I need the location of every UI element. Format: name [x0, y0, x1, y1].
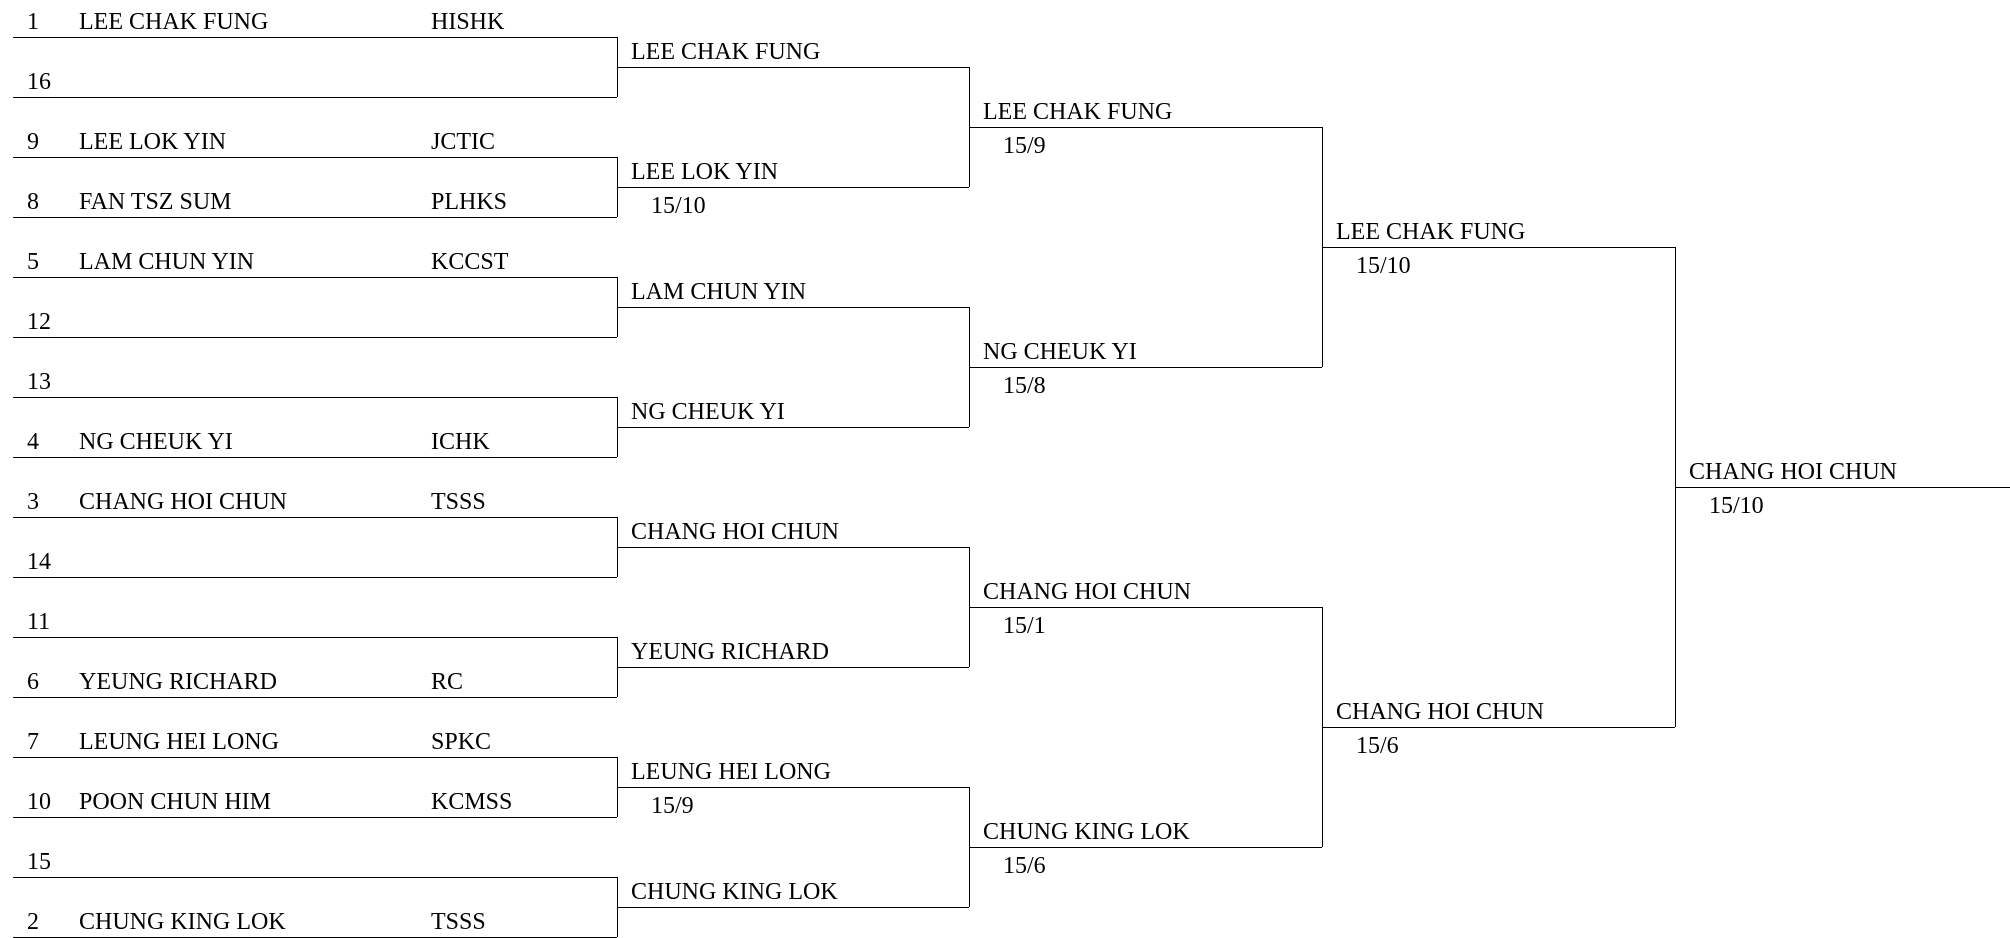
- winner-line: [617, 787, 969, 788]
- entrant-seed: 14: [27, 549, 51, 575]
- entrant-line: [13, 37, 617, 38]
- entrant-seed: 7: [27, 729, 39, 755]
- final-score: 15/10: [1709, 493, 1764, 519]
- winner-name: CHANG HOI CHUN: [1336, 699, 1544, 725]
- entrant-line: [13, 517, 617, 518]
- entrant-line: [13, 397, 617, 398]
- winner-line: [617, 907, 969, 908]
- entrant-club: HISHK: [431, 9, 505, 35]
- entrant-club: TSSS: [431, 489, 486, 515]
- entrant-name: FAN TSZ SUM: [79, 189, 232, 215]
- entrant-club: ICHK: [431, 429, 490, 455]
- winner-name: CHUNG KING LOK: [983, 819, 1190, 845]
- match-score: 15/10: [1356, 253, 1411, 279]
- winner-line: [969, 367, 1322, 368]
- winner-name: NG CHEUK YI: [983, 339, 1137, 365]
- entrant-seed: 13: [27, 369, 51, 395]
- winner-name: CHUNG KING LOK: [631, 879, 838, 905]
- entrant-line: [13, 157, 617, 158]
- entrant-name: LEE LOK YIN: [79, 129, 227, 155]
- entrant-seed: 16: [27, 69, 51, 95]
- entrant-name: CHANG HOI CHUN: [79, 489, 287, 515]
- winner-line: [969, 847, 1322, 848]
- entrant-line: [13, 457, 617, 458]
- entrant-seed: 3: [27, 489, 39, 515]
- match-score: 15/8: [1003, 373, 1046, 399]
- entrant-seed: 9: [27, 129, 39, 155]
- entrant-club: SPKC: [431, 729, 492, 755]
- entrant-line: [13, 637, 617, 638]
- entrant-seed: 10: [27, 789, 51, 815]
- match-score: 15/1: [1003, 613, 1046, 639]
- entrant-seed: 2: [27, 909, 39, 935]
- match-score: 15/10: [651, 193, 706, 219]
- entrant-name: CHUNG KING LOK: [79, 909, 286, 935]
- winner-name: NG CHEUK YI: [631, 399, 785, 425]
- entrant-name: YEUNG RICHARD: [79, 669, 277, 695]
- entrant-name: LEUNG HEI LONG: [79, 729, 279, 755]
- match-score: 15/6: [1003, 853, 1046, 879]
- champion-line: [1675, 487, 2010, 488]
- winner-name: CHANG HOI CHUN: [631, 519, 839, 545]
- entrant-line: [13, 277, 617, 278]
- winner-line: [1322, 247, 1675, 248]
- entrant-club: TSSS: [431, 909, 486, 935]
- entrant-seed: 4: [27, 429, 39, 455]
- winner-line: [1322, 727, 1675, 728]
- entrant-line: [13, 817, 617, 818]
- entrant-name: POON CHUN HIM: [79, 789, 272, 815]
- entrant-seed: 8: [27, 189, 39, 215]
- entrant-seed: 15: [27, 849, 51, 875]
- winner-name: LAM CHUN YIN: [631, 279, 807, 305]
- winner-line: [617, 547, 969, 548]
- entrant-line: [13, 757, 617, 758]
- champion-name: CHANG HOI CHUN: [1689, 459, 1897, 485]
- entrant-line: [13, 577, 617, 578]
- winner-line: [617, 67, 969, 68]
- winner-name: LEUNG HEI LONG: [631, 759, 831, 785]
- winner-name: YEUNG RICHARD: [631, 639, 829, 665]
- entrant-name: NG CHEUK YI: [79, 429, 233, 455]
- entrant-seed: 5: [27, 249, 39, 275]
- entrant-line: [13, 877, 617, 878]
- entrant-seed: 1: [27, 9, 39, 35]
- winner-line: [617, 187, 969, 188]
- entrant-club: KCMSS: [431, 789, 513, 815]
- winner-name: CHANG HOI CHUN: [983, 579, 1191, 605]
- winner-name: LEE CHAK FUNG: [631, 39, 821, 65]
- winner-line: [617, 427, 969, 428]
- winner-line: [969, 127, 1322, 128]
- winner-name: LEE LOK YIN: [631, 159, 779, 185]
- match-score: 15/6: [1356, 733, 1399, 759]
- entrant-seed: 6: [27, 669, 39, 695]
- entrant-club: KCCST: [431, 249, 509, 275]
- winner-name: LEE CHAK FUNG: [983, 99, 1173, 125]
- entrant-name: LEE CHAK FUNG: [79, 9, 269, 35]
- entrant-line: [13, 97, 617, 98]
- entrant-seed: 11: [27, 609, 51, 635]
- match-score: 15/9: [1003, 133, 1046, 159]
- entrant-club: JCTIC: [431, 129, 496, 155]
- entrant-club: RC: [431, 669, 464, 695]
- entrant-line: [13, 337, 617, 338]
- match-score: 15/9: [651, 793, 694, 819]
- entrant-line: [13, 697, 617, 698]
- winner-line: [969, 607, 1322, 608]
- entrant-club: PLHKS: [431, 189, 508, 215]
- winner-line: [617, 667, 969, 668]
- entrant-line: [13, 217, 617, 218]
- winner-name: LEE CHAK FUNG: [1336, 219, 1526, 245]
- winner-line: [617, 307, 969, 308]
- entrant-name: LAM CHUN YIN: [79, 249, 255, 275]
- entrant-seed: 12: [27, 309, 51, 335]
